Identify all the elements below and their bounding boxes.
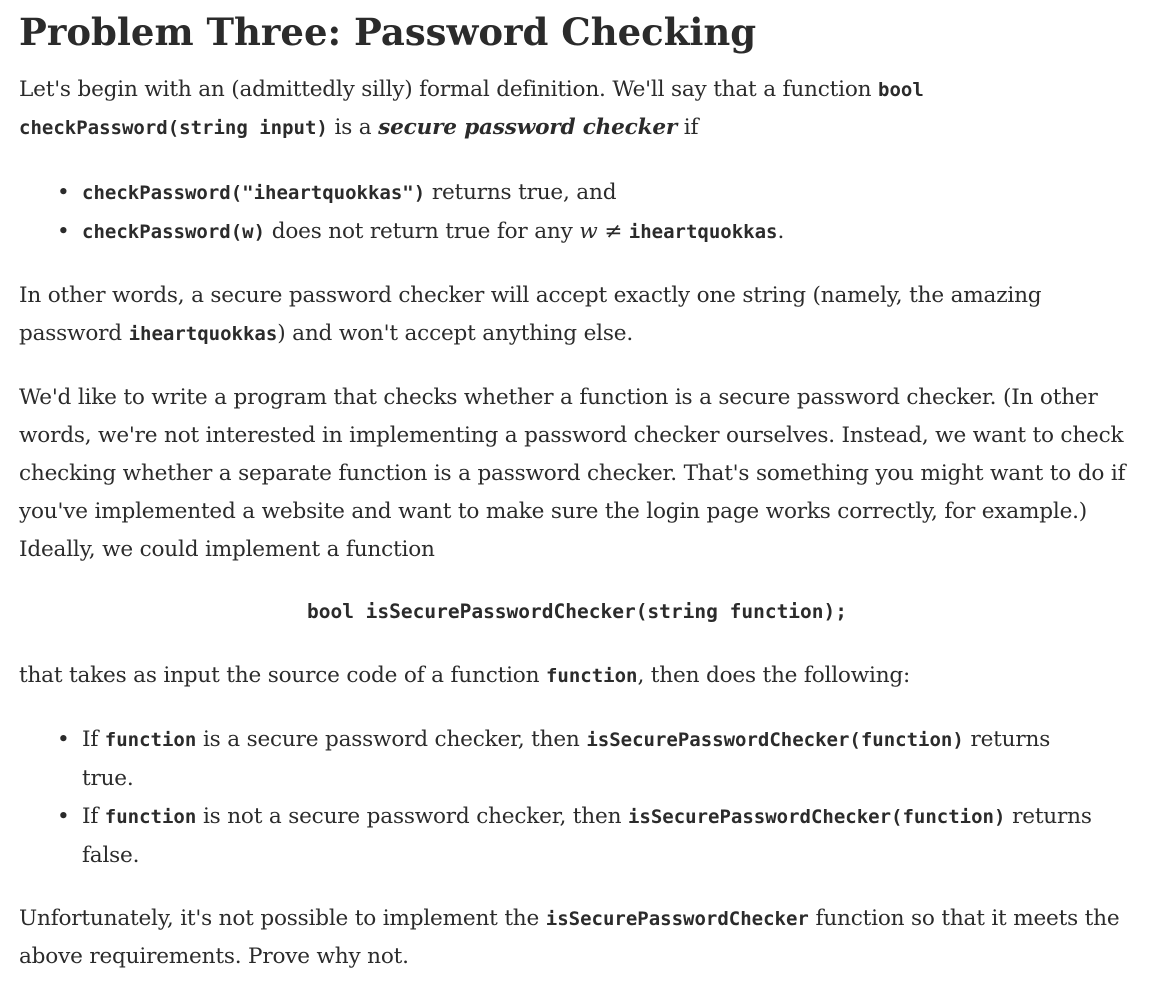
- para5-text-2: function so that it meets the above requirements. Prove why not.: [19, 906, 1120, 969]
- function-signature-block: [0, 595, 1154, 630]
- paragraph-other-words: [19, 277, 1130, 353]
- para4-text-1: that takes as input the source code of a function: [19, 663, 546, 688]
- defined-term: secure password checker: [378, 115, 678, 140]
- password-code: iheartquokkas: [128, 323, 278, 345]
- function-code: function: [545, 665, 638, 687]
- function-signature: bool isSecurePasswordChecker(string function);: [306, 600, 848, 623]
- intro-text-3: if: [677, 115, 699, 140]
- case-text-1: If: [82, 804, 105, 829]
- conditions-list: [19, 174, 1130, 251]
- page-title: Problem Three: Password Checking: [19, 10, 757, 54]
- paragraph-conclusion: [19, 900, 1130, 976]
- case-text-2: is a secure password checker, then: [196, 727, 587, 752]
- bullet-icon: •: [57, 804, 70, 829]
- para4-text-2: , then does the following:: [637, 663, 911, 688]
- intro-text-2: is a: [327, 115, 379, 140]
- case-text-2: is not a secure password checker, then: [196, 804, 628, 829]
- function-code: function: [104, 806, 197, 828]
- bullet-icon: •: [57, 218, 70, 244]
- cases-list: [19, 721, 1094, 875]
- list-item: [19, 213, 1130, 252]
- function-code: function: [104, 729, 197, 751]
- condition-code: checkPassword(w): [82, 220, 266, 243]
- condition-text: does not return true for any: [265, 218, 580, 244]
- checker-call-code: isSecurePasswordChecker(function): [586, 729, 964, 751]
- condition-end: .: [777, 218, 785, 244]
- bullet-icon: •: [57, 727, 70, 752]
- para2-text-1: In other words, a secure password checker will accept exactly one string (namely, the amazing password: [19, 283, 1042, 346]
- condition-code: checkPassword("iheartquokkas"): [82, 182, 426, 204]
- case-text-3: returns true.: [82, 727, 1051, 791]
- list-item: [19, 798, 1094, 875]
- intro-paragraph: [19, 71, 1130, 147]
- para5-text-1: Unfortunately, it's not possible to implement the: [19, 906, 546, 931]
- para2-text-2: ) and won't accept anything else.: [277, 321, 633, 346]
- bullet-icon: •: [57, 180, 70, 205]
- case-text-1: If: [82, 727, 105, 752]
- paragraph-motivation: We'd like to write a program that checks whether a function is a secure password checker. (In other words, we're not interested in implementing a password checker ourselves. Instead, we want to check checking whether a separate function is a password checker. That's something you might want to do if you've implemented a website and want to make sure the login page works correctly, for example.) Ideally, we could implement a function: [19, 385, 1126, 562]
- intro-text-1: Let's begin with an (admittedly silly) formal definition. We'll say that a function: [19, 77, 878, 102]
- list-item: [19, 721, 1094, 798]
- list-item: [19, 174, 1130, 213]
- checker-name-code: isSecurePasswordChecker: [545, 908, 809, 930]
- case-text-3: returns false.: [82, 804, 1092, 868]
- paragraph-takes-input: [19, 657, 1130, 695]
- checker-call-code: isSecurePasswordChecker(function): [627, 806, 1006, 828]
- math-expression: w ≠: [579, 218, 629, 244]
- checkpassword-signature: bool checkPassword(string input): [19, 79, 924, 139]
- condition-text: returns true, and: [425, 180, 617, 205]
- password-code: iheartquokkas: [628, 220, 778, 243]
